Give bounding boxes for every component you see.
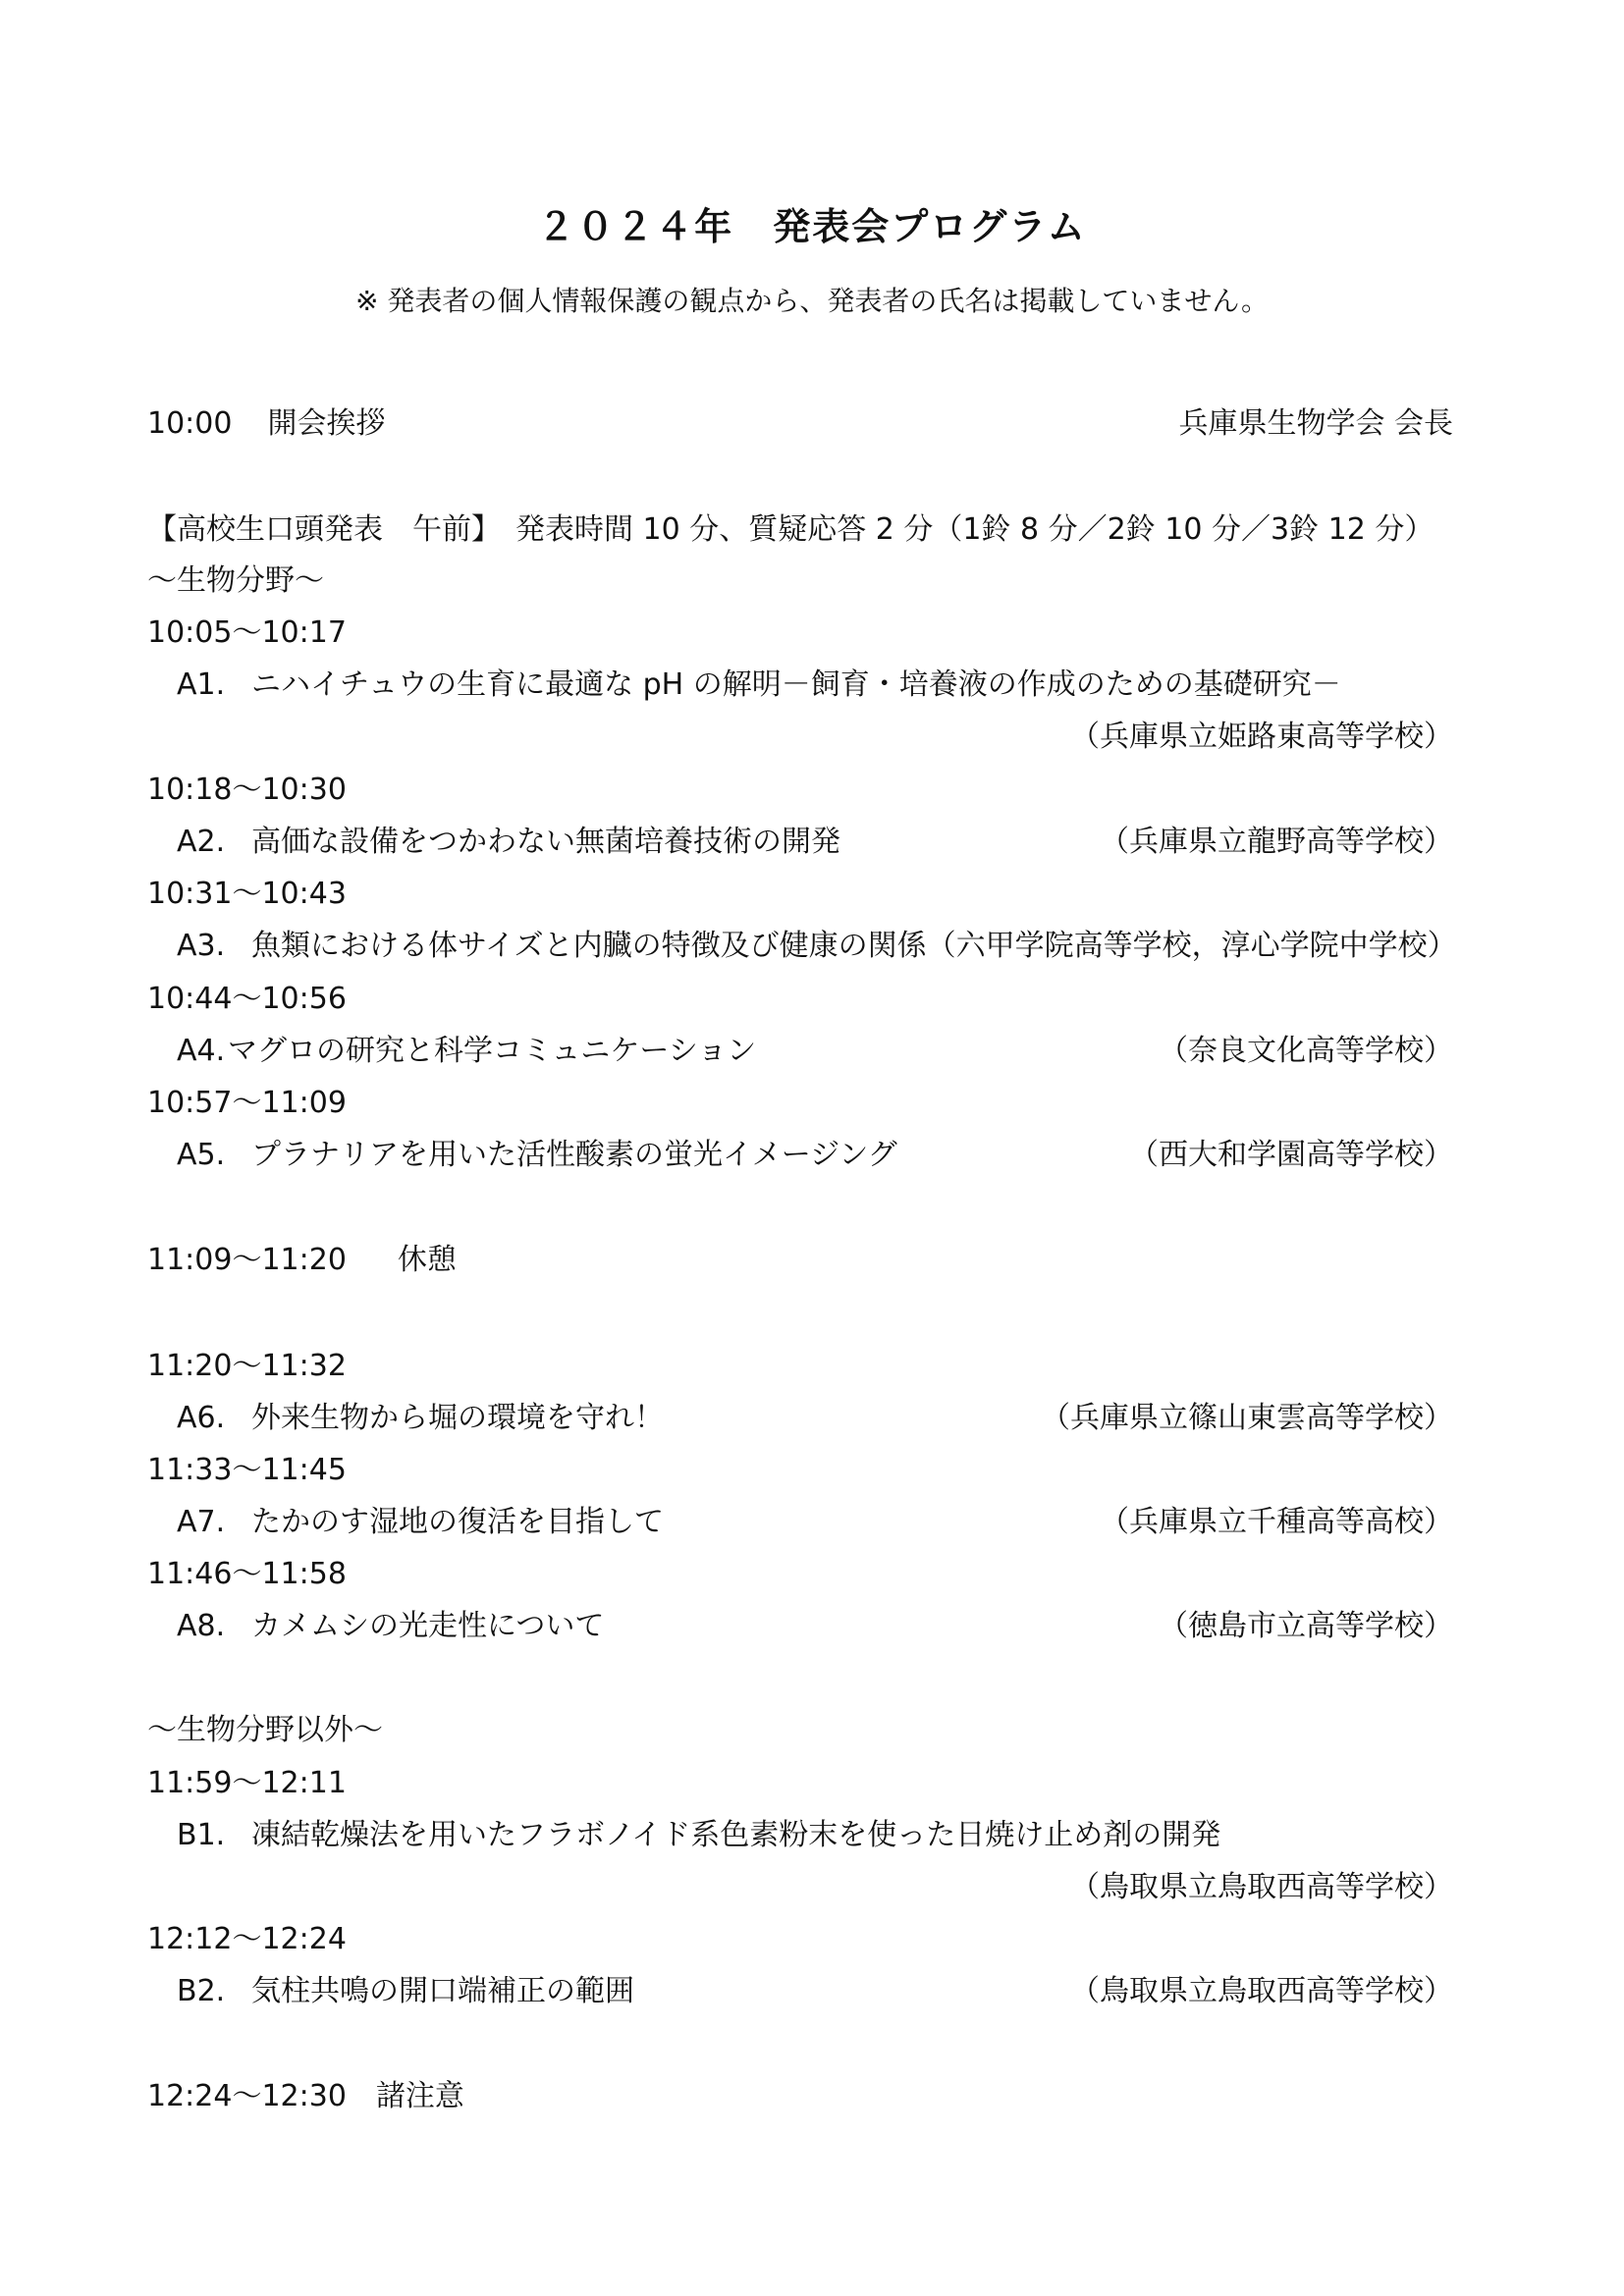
break-row: [147, 1241, 1453, 1280]
session-header: 【高校生口頭発表 午前】 発表時間 10 分、質疑応答 2 分（1鈴 8 分／2鈴 10 分／3鈴 12 分）: [147, 512, 1435, 547]
a1-time: 10:05～10:17: [147, 615, 347, 650]
a4-title: マグロの研究と科学コミュニケーション: [228, 1034, 757, 1068]
b1-school: （鳥取県立鳥取西高等学校）: [1070, 1870, 1453, 1904]
a6-item: [177, 1399, 1453, 1438]
a3-time: 10:31～10:43: [147, 877, 347, 911]
a8-time: 11:46～11:58: [147, 1557, 347, 1591]
opening-row: [147, 404, 1453, 444]
a7-title: たかのす湿地の復活を目指して: [251, 1505, 664, 1539]
b1-code: B1.: [177, 1818, 226, 1852]
closing-label: 諸注意: [375, 2079, 464, 2113]
b1-item: [177, 1816, 1453, 1855]
a7-code: A7.: [177, 1505, 226, 1539]
a8-title: カメムシの光走性について: [251, 1609, 605, 1643]
a6-time: 11:20～11:32: [147, 1349, 347, 1383]
a6-school: （兵庫県立篠山東雲高等学校）: [1041, 1401, 1453, 1435]
a2-title: 高価な設備をつかわない無菌培養技術の開発: [251, 825, 840, 859]
a2-code: A2.: [177, 825, 226, 859]
a5-time: 10:57～11:09: [147, 1086, 347, 1120]
a3-item: [177, 927, 1457, 966]
a6-code: A6.: [177, 1401, 226, 1435]
a2-time: 10:18～10:30: [147, 773, 347, 807]
a5-item: [177, 1136, 1453, 1175]
break-label: 休憩: [397, 1243, 457, 1277]
opening-left: [147, 404, 385, 444]
a6-title: 外来生物から堀の環境を守れ！: [251, 1401, 664, 1435]
b2-time: 12:12～12:24: [147, 1922, 347, 1956]
b2-code: B2.: [177, 1974, 226, 2008]
b1-time: 11:59～12:11: [147, 1766, 347, 1800]
b2-item: [177, 1972, 1453, 2011]
privacy-note: ※ 発表者の個人情報保護の観点から、発表者の氏名は掲載していません。: [354, 285, 1270, 317]
a7-school: （兵庫県立千種高等高校）: [1100, 1505, 1453, 1539]
a4-time: 10:44～10:56: [147, 982, 347, 1016]
a7-time: 11:33～11:45: [147, 1453, 347, 1487]
a1-school: （兵庫県立姫路東高等学校）: [1070, 720, 1453, 754]
a5-title: プラナリアを用いた活性酸素の蛍光イメージング: [251, 1138, 897, 1172]
a2-school: （兵庫県立龍野高等学校）: [1100, 825, 1453, 859]
a4-item: [177, 1032, 1453, 1071]
opening-speaker: 兵庫県生物学会 会長: [1178, 406, 1453, 441]
break-time: 11:09～11:20: [147, 1243, 347, 1277]
section-bio-heading: ～生物分野～: [147, 563, 324, 598]
closing-time: 12:24～12:30: [147, 2079, 347, 2113]
section-other-heading: ～生物分野以外～: [147, 1713, 383, 1747]
a8-school: （徳島市立高等学校）: [1159, 1609, 1453, 1643]
a5-school: （西大和学園高等学校）: [1129, 1138, 1453, 1172]
a8-item: [177, 1607, 1453, 1646]
opening-time: 10:00: [147, 406, 233, 441]
page-title: ２０２４年 発表会プログラム: [537, 205, 1087, 248]
a4-school: （奈良文化高等学校）: [1159, 1034, 1453, 1068]
a1-item: [177, 666, 1453, 705]
a4-code: A4.: [177, 1034, 226, 1068]
a2-item: [177, 823, 1453, 862]
a3-title: 魚類における体サイズと内臓の特徴及び健康の関係: [251, 929, 927, 963]
closing-row: [147, 2077, 1453, 2116]
a1-code: A1.: [177, 667, 226, 702]
a1-title: ニハイチュウの生育に最適な pH の解明－飼育・培養液の作成のための基礎研究－: [251, 667, 1341, 702]
opening-label: 開会挨拶: [267, 406, 386, 441]
b1-title: 凍結乾燥法を用いたフラボノイド系色素粉末を使った日焼け止め剤の開発: [251, 1818, 1221, 1852]
a8-code: A8.: [177, 1609, 226, 1643]
a3-school: （六甲学院高等学校，淳心学院中学校）: [926, 929, 1457, 963]
b2-title: 気柱共鳴の開口端補正の範囲: [251, 1974, 634, 2008]
a3-code: A3.: [177, 929, 226, 963]
b2-school: （鳥取県立鳥取西高等学校）: [1070, 1974, 1453, 2008]
a5-code: A5.: [177, 1138, 226, 1172]
a7-item: [177, 1503, 1453, 1542]
